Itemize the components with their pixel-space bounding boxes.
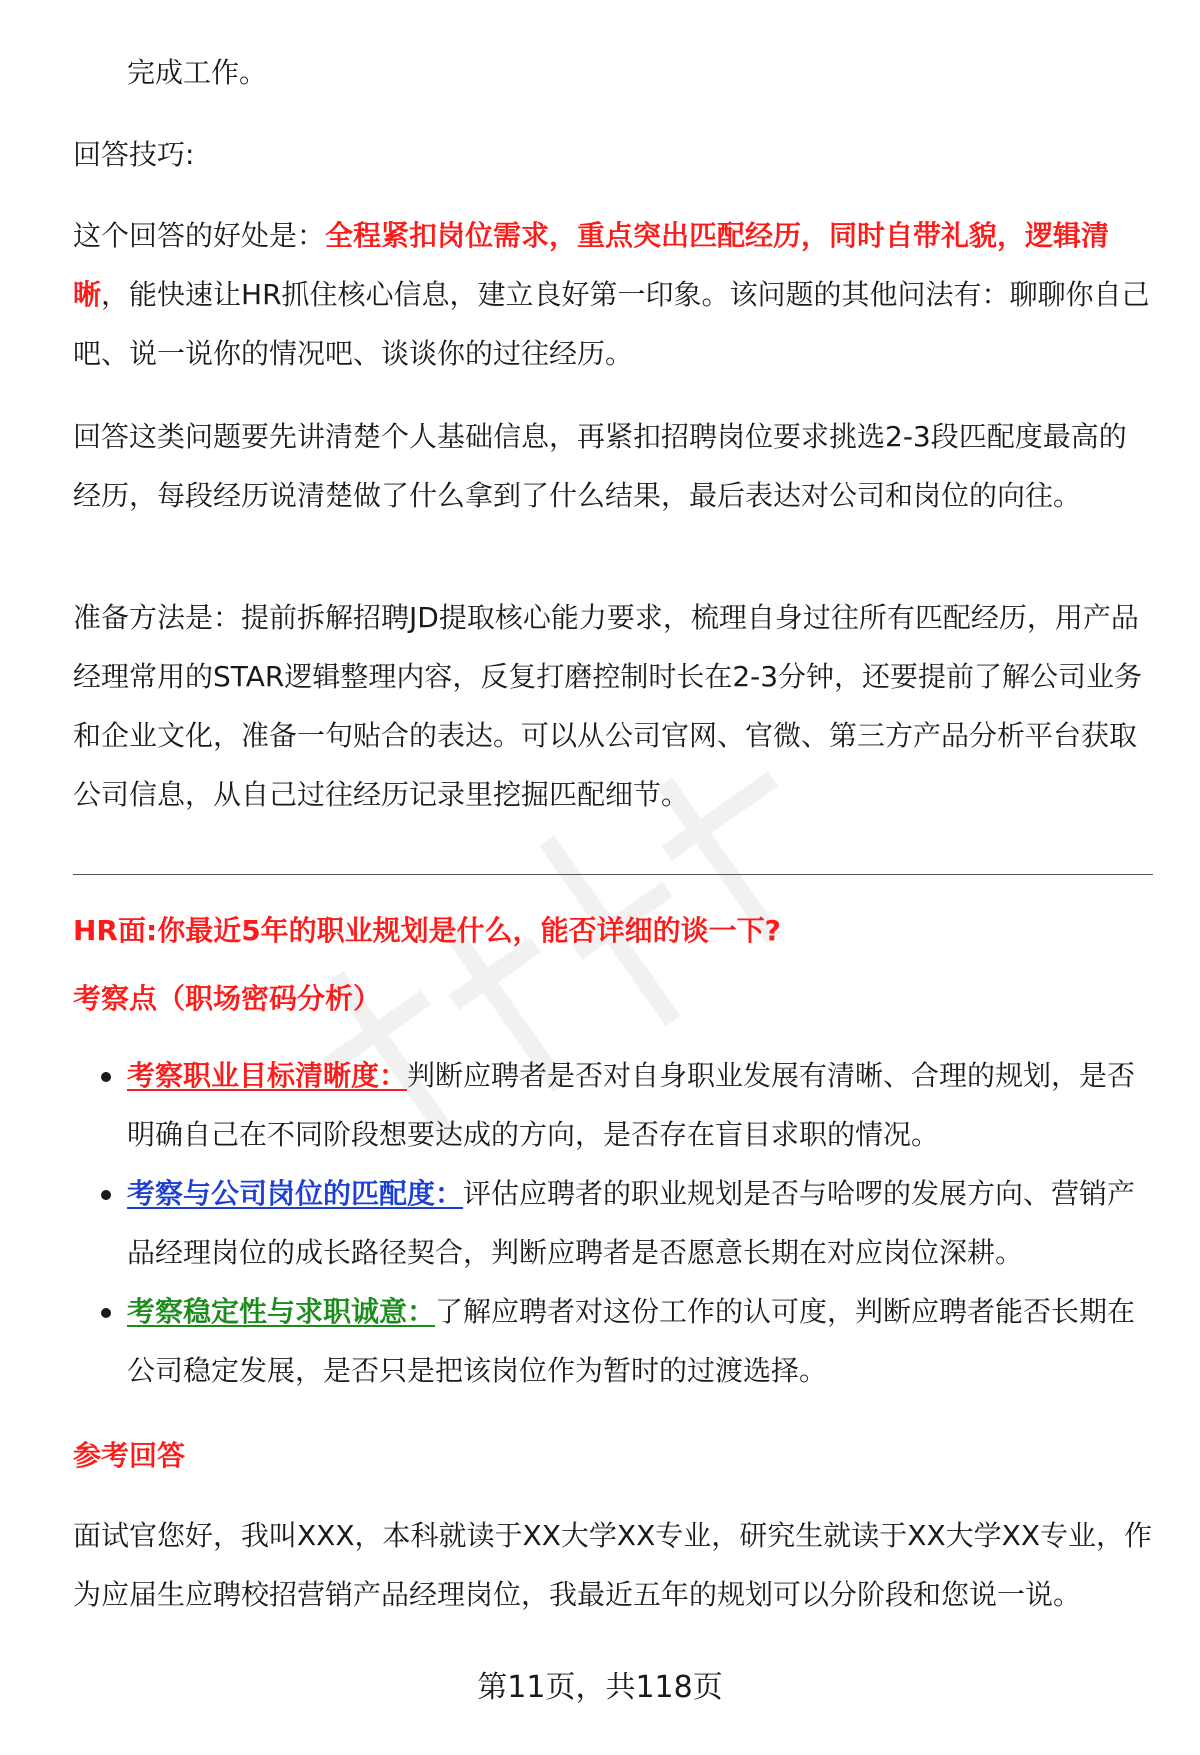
tips-paragraph-3: 准备方法是：提前拆解招聘JD提取核心能力要求，梳理自身过往所有匹配经历，用产品经理常用的STAR逻辑整理内容，反复打磨控制时长在2-3分钟，还要提前了解公司业务和企业文化，准备一句贴合的表达。可以从公司官网、官微、第三方产品分析平台获取公司信息，从自己过往经历记录里挖掘匹配细节。 — [73, 601, 1143, 811]
exam-point-term: 考察稳定性与求职诚意： — [127, 1295, 436, 1328]
exam-point-text: 了解应聘者对这份工作的认可度，判断应聘者能否长期在公司稳定发展，是否只是把该岗位作为暂时的过渡选择。 — [127, 1295, 1136, 1387]
page-number: 第11页，共118页 — [477, 1670, 723, 1705]
exam-point-term: 考察职业目标清晰度： — [127, 1059, 408, 1092]
tips-heading: 回答技巧: — [73, 138, 195, 171]
para1-lead: 这个回答的好处是： — [73, 219, 326, 252]
reference-answer-text: 面试官您好，我叫XXX，本科就读于XX大学XX专业，研究生就读于XX大学XX专业，作为应届生应聘校招营销产品经理岗位，我最近五年的规划可以分阶段和您说一说。 — [73, 1519, 1153, 1611]
para1-rest: ，能快速让HR抓住核心信息，建立良好第一印象。该问题的其他问法有：聊聊你自己吧、说一说你的情况吧、谈谈你的过往经历。 — [73, 278, 1150, 370]
exam-points-list — [73, 1046, 1153, 1400]
list-item — [73, 1164, 1153, 1282]
reference-answer-heading: 参考回答 — [73, 1439, 186, 1472]
exam-point-text: 判断应聘者是否对自身职业发展有清晰、合理的规划，是否明确自己在不同阶段想要达成的方向，是否存在盲目求职的情况。 — [127, 1059, 1136, 1151]
exam-heading: 考察点（职场密码分析） — [73, 982, 382, 1015]
bullet-icon — [101, 1072, 111, 1082]
bullet-icon — [101, 1308, 111, 1318]
tips-paragraph-2: 回答这类问题要先讲清楚个人基础信息，再紧扣招聘岗位要求挑选2-3段匹配度最高的经历，每段经历说清楚做了什么拿到了什么结果，最后表达对公司和岗位的向往。 — [73, 420, 1127, 512]
exam-point-term: 考察与公司岗位的匹配度： — [127, 1177, 464, 1210]
section-divider — [73, 874, 1153, 875]
list-item — [73, 1282, 1153, 1400]
list-item — [73, 1046, 1153, 1164]
intro-tail: 完成工作。 — [127, 56, 268, 89]
bullet-icon — [101, 1190, 111, 1200]
question-heading: HR面:你最近5年的职业规划是什么，能否详细的谈一下? — [73, 914, 781, 947]
tips-paragraph-1 — [73, 206, 1153, 383]
exam-point-text: 评估应聘者的职业规划是否与哈啰的发展方向、营销产品经理岗位的成长路径契合，判断应聘者是否愿意长期在对应岗位深耕。 — [127, 1177, 1136, 1269]
para1-highlight: 全程紧扣岗位需求，重点突出匹配经历，同时自带礼貌，逻辑清晰 — [73, 219, 1110, 311]
